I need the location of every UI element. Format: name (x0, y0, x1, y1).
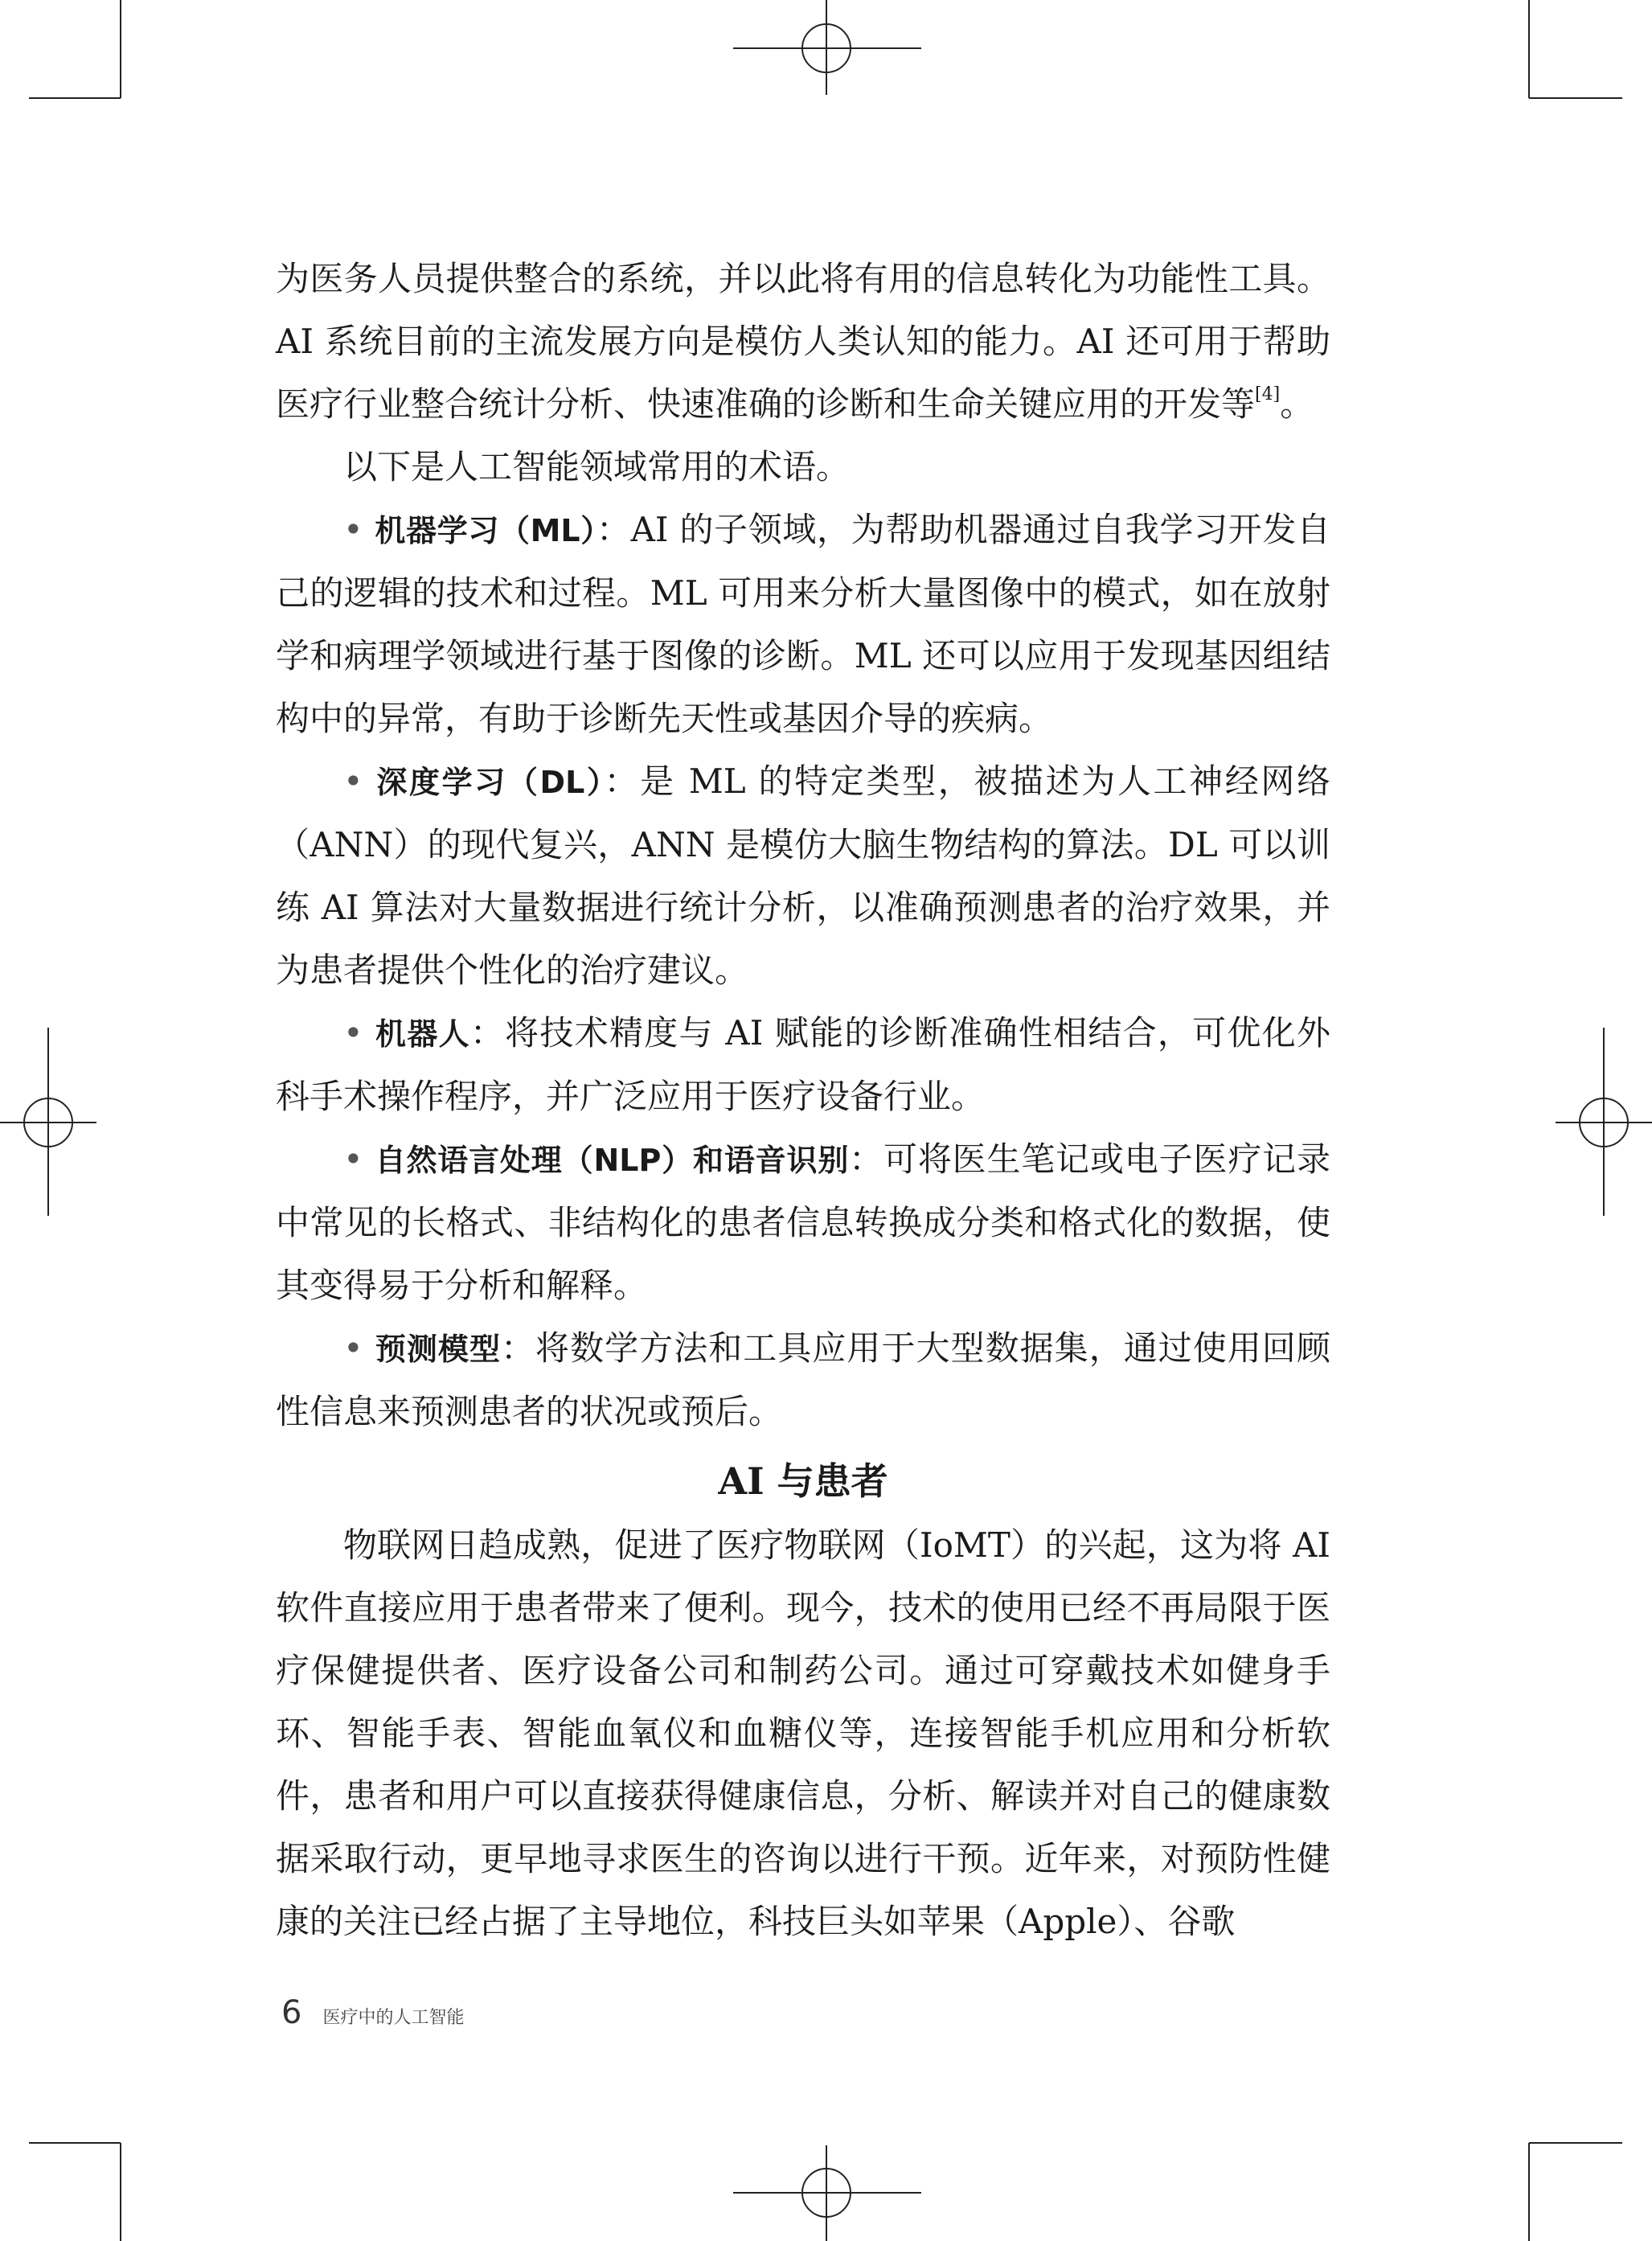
page-number: 6 (281, 1994, 302, 2031)
bullet-dot-icon: • (343, 1139, 363, 1179)
bullet-term: 机器学习（ML） (374, 513, 596, 548)
bullet-dot-icon: • (343, 1013, 363, 1053)
bullet-dot-icon: • (343, 1328, 363, 1368)
bullet-term: 机器人 (374, 1016, 470, 1052)
bullet-dot-icon: • (343, 510, 363, 549)
bullet-text: ：AI 的子领域，为帮助机器通过自我学习开发自己的逻辑的技术和过程。ML 可用来分析大量图像中的模式，如在放射学和病理学领域进行基于图像的诊断。ML 还可以应用于发现基因组结构中的异常，有助于诊断先天性或基因介导的疾病。 (276, 510, 1331, 738)
bullet-item (276, 750, 1330, 1002)
bullet-text: ：将技术精度与 AI 赋能的诊断准确性相结合，可优化外科手术操作程序，并广泛应用于医疗设备行业。 (276, 1013, 1330, 1116)
running-title: 医疗中的人工智能 (322, 2008, 465, 2028)
bullet-text: ：将数学方法和工具应用于大型数据集，通过使用回顾性信息来预测患者的状况或预后。 (276, 1328, 1330, 1431)
paragraph-patients: 物联网日趋成熟，促进了医疗物联网（IoMT）的兴起，这为将 AI 软件直接应用于患者带来了便利。现今，技术的使用已经不再局限于医疗保健提供者、医疗设备公司和制药公司。通过可穿戴技术如健身手环、智能手表、智能血氧仪和血糖仪等，连接智能手机应用和分析软件，患者和用户可以直接获得健康信息，分析、解读并对自己的健康数据采取行动，更早地寻求医生的咨询以进行干预。近年来，对预防性健康的关注已经占据了主导地位，科技巨头如苹果（Apple）、谷歌 (276, 1525, 1330, 1941)
bullet-term: 自然语言处理（NLP）和语音识别 (374, 1143, 850, 1178)
page-footer (281, 1994, 464, 2031)
bullet-text: ：可将医生笔记或电子医疗记录中常见的长格式、非结构化的患者信息转换成分类和格式化的数据，使其变得易于分析和解释。 (276, 1139, 1330, 1305)
bullet-term: 预测模型 (374, 1332, 501, 1367)
page-body (276, 248, 1330, 1953)
citation-marker: [4] (1255, 384, 1281, 404)
paragraph-terms-intro: 以下是人工智能领域常用的术语。 (343, 447, 851, 486)
bullet-item (276, 1002, 1330, 1128)
section-title: AI 与患者 (718, 1459, 888, 1503)
bullet-dot-icon: • (343, 761, 363, 801)
paragraph-intro (276, 248, 1330, 436)
bullet-item (276, 1128, 1330, 1317)
bullet-item (276, 499, 1330, 750)
bullet-item (276, 1317, 1330, 1443)
bullet-text: ：是 ML 的特定类型，被描述为人工神经网络（ANN）的现代复兴，ANN 是模仿大脑生物结构的算法。DL 可以训练 AI 算法对大量数据进行统计分析，以准确预测患者的治疗效果，并为患者提供个性化的治疗建议。 (276, 761, 1330, 990)
paragraph-intro-text: 为医务人员提供整合的系统，并以此将有用的信息转化为功能性工具。AI 系统目前的主流发展方向是模仿人类认知的能力。AI 还可用于帮助医疗行业整合统计分析、快速准确的诊断和生命关键应用的开发等 (276, 259, 1330, 424)
paragraph-intro-end: 。 (1280, 384, 1314, 424)
bullet-term: 深度学习（DL） (374, 765, 605, 800)
